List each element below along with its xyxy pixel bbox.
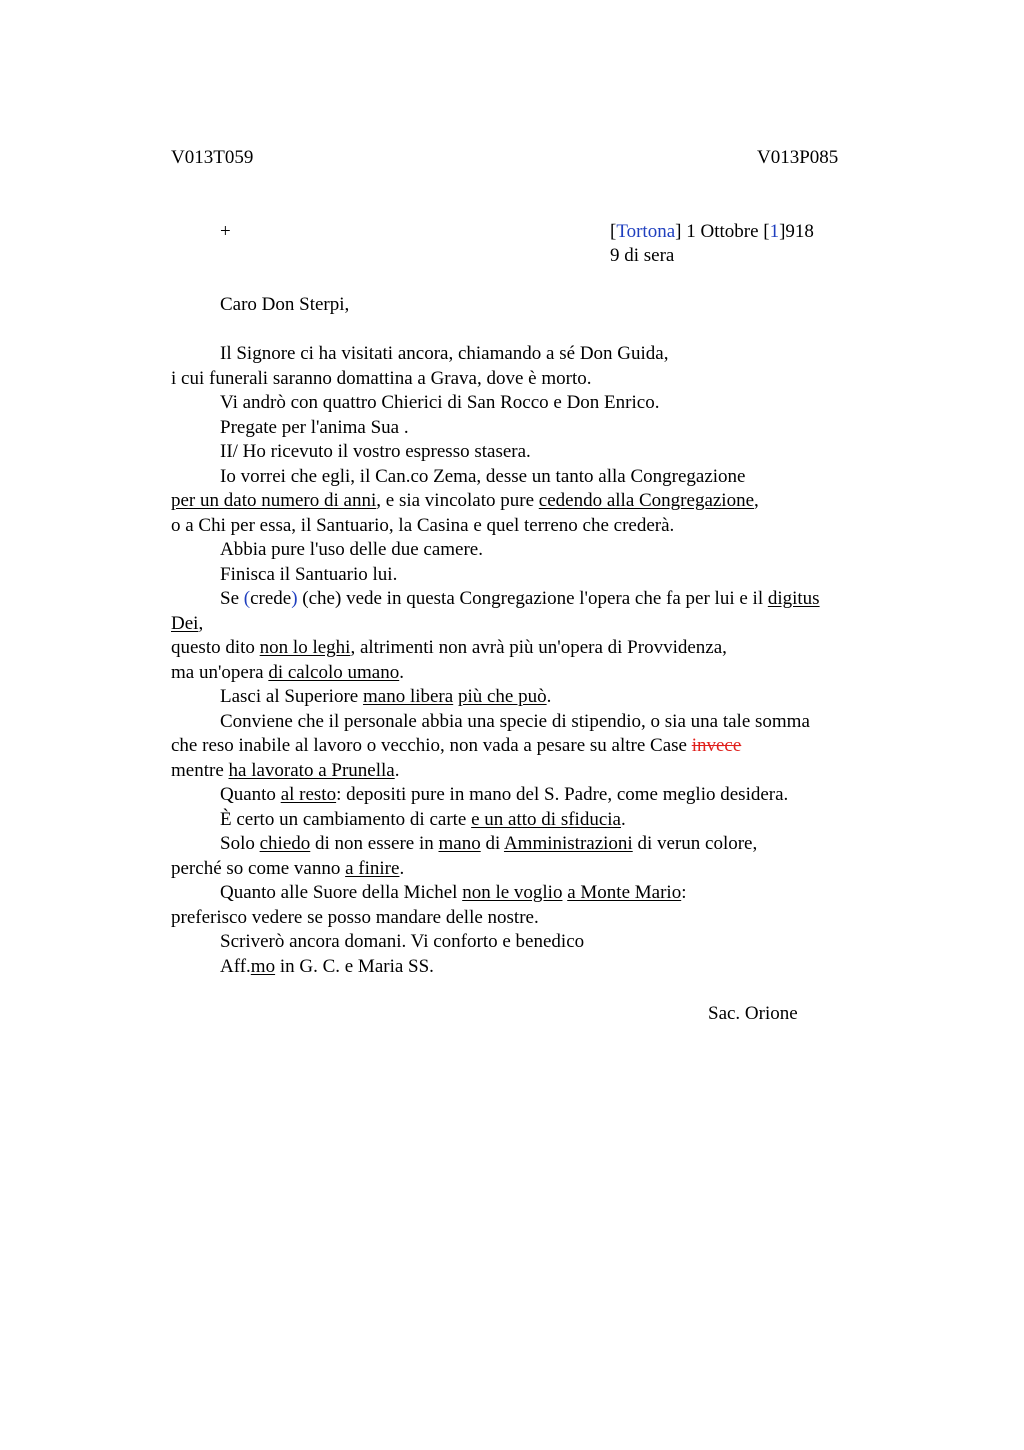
dateline-time: 9 di sera	[610, 245, 675, 266]
line-text: Quanto alle Suore della Michel	[220, 882, 463, 903]
letter-line	[220, 783, 788, 807]
line-text: Vi andrò con quattro Chierici di San Rocco e Don Enrico.	[220, 392, 660, 413]
letter-line	[220, 808, 626, 832]
line-text: Io vorrei che egli, il Can.co Zema, desse un tanto alla Congregazione	[220, 465, 746, 487]
letter-line	[171, 612, 203, 636]
line-text: Pregate per l'anima Sua .	[220, 416, 409, 438]
line-text: crede	[250, 588, 292, 609]
dateline-bracket: [	[610, 221, 617, 242]
line-text: che reso inabile al lavoro o vecchio, non vada a pesare su altre Case	[171, 735, 692, 756]
line-text: , e sia vincolato pure	[376, 490, 539, 511]
line-text: , altrimenti non avrà più un'opera di Provvidenza,	[350, 637, 727, 658]
line-text: .	[394, 759, 400, 781]
line-text: o a Chi per essa, il Santuario, la Casina e quel terreno che crederà.	[171, 514, 675, 536]
dateline-date: ] 1 Ottobre [	[675, 221, 770, 242]
underlined-text: Amministrazioni	[503, 833, 633, 854]
dateline-place: Tortona	[616, 221, 676, 242]
letter-line	[220, 391, 659, 415]
letter-line	[220, 685, 551, 709]
letter-line	[171, 367, 592, 391]
letter-line	[220, 440, 531, 464]
letter-line	[171, 759, 399, 783]
line-text: Scriverò ancora domani. Vi conforto e benedico	[220, 931, 585, 952]
line-text: perché so come vanno	[171, 857, 346, 879]
letter-line	[171, 734, 741, 758]
cross-symbol: +	[220, 221, 231, 242]
line-text: questo dito	[171, 637, 260, 658]
salutation: Caro Don Sterpi,	[220, 294, 350, 315]
letter-line	[220, 342, 668, 366]
underlined-text: mano libera	[362, 686, 454, 707]
letter-line	[171, 636, 727, 660]
letter-line	[220, 710, 810, 734]
dateline-year-digit: 1	[769, 221, 780, 242]
line-text: Il Signore ci ha visitati ancora, chiamando a sé Don Guida,	[220, 343, 669, 364]
signature: Sac. Orione	[708, 1003, 798, 1024]
line-text: II/ Ho ricevuto il vostro espresso stasera.	[220, 441, 531, 462]
line-text: mentre	[171, 759, 229, 781]
letter-line	[171, 514, 674, 538]
underlined-text: a Monte Mario	[567, 882, 682, 903]
line-text: di	[480, 833, 504, 854]
underlined-text: per un dato numero di anni	[171, 490, 377, 511]
underlined-text: non lo leghi	[259, 637, 351, 658]
letter-line	[220, 563, 397, 587]
document-code-left: V013T059	[171, 147, 254, 168]
underlined-text: a finire	[345, 857, 400, 879]
line-text: .	[620, 808, 626, 830]
line-text: Finisca il Santuario lui.	[220, 563, 398, 585]
line-text: (che) vede in questa Congregazione l'opera che fa per lui e il	[297, 588, 768, 609]
underlined-text: più che può	[457, 686, 547, 707]
letter-line	[171, 857, 404, 881]
line-text: .	[399, 857, 405, 879]
letter-line	[171, 906, 539, 930]
line-text: Abbia pure l'uso delle due camere.	[220, 539, 483, 560]
line-text: ,	[754, 490, 759, 511]
underlined-text: mo	[250, 955, 276, 977]
line-text: :	[681, 882, 687, 903]
editorial-mark: (	[243, 588, 251, 609]
editorial-mark: )	[291, 588, 298, 609]
letter-line	[220, 881, 686, 905]
letter-line	[171, 489, 759, 513]
line-text: di non essere in	[310, 833, 439, 854]
line-text: preferisco vedere se posso mandare delle nostre.	[171, 906, 539, 928]
letter-line	[220, 930, 584, 954]
line-text: in G. C. e Maria SS.	[275, 955, 434, 977]
dateline-year-rest: ]918	[779, 221, 814, 242]
letter-line	[220, 416, 409, 440]
underlined-text: Dei	[171, 612, 199, 634]
dateline	[610, 220, 814, 244]
document-code-right: V013P085	[757, 147, 839, 168]
line-text: ma un'opera	[171, 661, 269, 683]
line-text: : depositi pure in mano del S. Padre, come meglio desidera.	[336, 784, 789, 805]
letter-line	[220, 832, 757, 856]
underlined-text: cedendo alla Congregazione	[538, 490, 755, 511]
line-text: ,	[198, 612, 204, 634]
letter-line	[220, 955, 434, 979]
underlined-text: chiedo	[259, 833, 311, 854]
struck-text: invece	[691, 735, 742, 756]
underlined-text: digitus	[767, 588, 820, 609]
underlined-text: non le voglio	[462, 882, 563, 903]
line-text: .	[399, 661, 404, 683]
letter-line	[220, 587, 820, 611]
line-text: .	[546, 686, 552, 707]
line-text: Lasci al Superiore	[220, 686, 363, 707]
line-text: Aff.	[220, 955, 251, 977]
line-text: È certo un cambiamento di carte	[220, 808, 472, 830]
line-text: Conviene che il personale abbia una specie di stipendio, o sia una tale somma	[220, 710, 810, 732]
underlined-text: al resto	[280, 784, 337, 805]
underlined-text: mano	[438, 833, 481, 854]
letter-line	[220, 538, 483, 562]
underlined-text: ha lavorato a Prunella	[228, 759, 395, 781]
line-text: Se	[220, 588, 244, 609]
underlined-text: e un atto di sfiducia	[471, 808, 621, 830]
underlined-text: di calcolo umano	[268, 661, 400, 683]
letter-line	[171, 661, 404, 685]
line-text: i cui funerali saranno domattina a Grava, dove è morto.	[171, 367, 592, 389]
line-text: Quanto	[220, 784, 281, 805]
letter-line	[220, 465, 745, 489]
line-text: di verun colore,	[632, 833, 758, 854]
line-text: Solo	[220, 833, 260, 854]
